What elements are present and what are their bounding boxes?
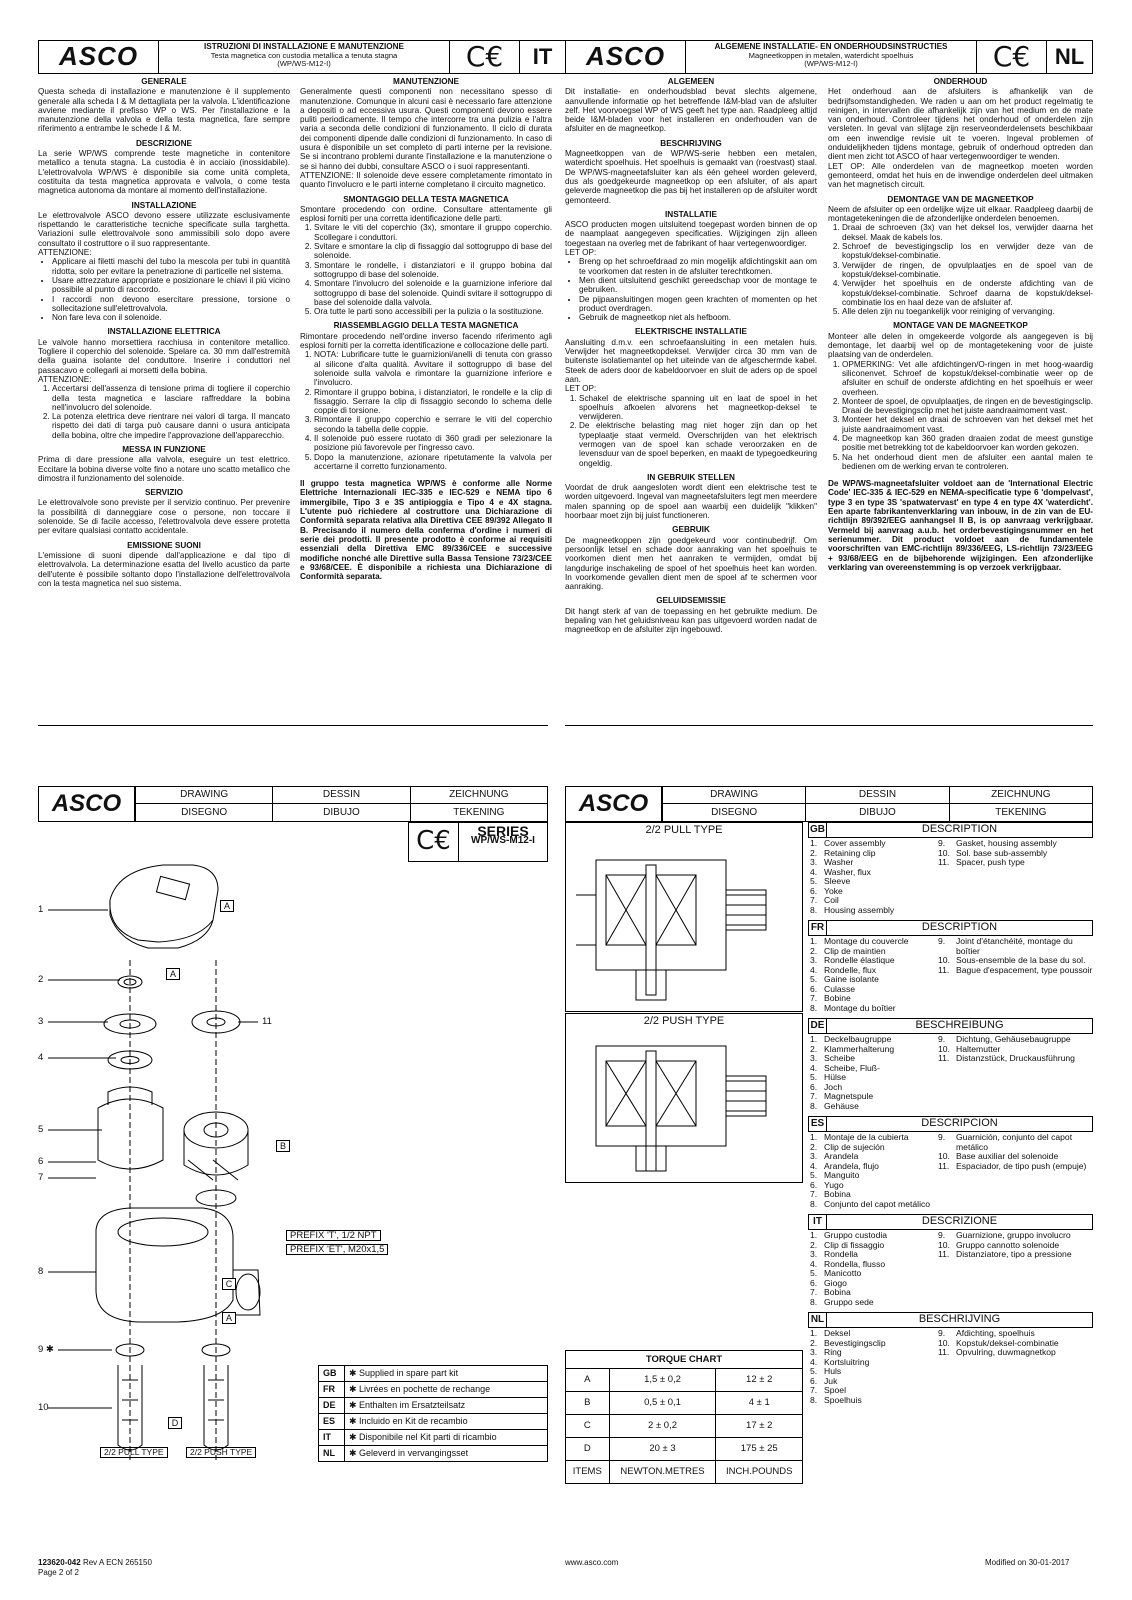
doc-number: 123620-042	[38, 1558, 81, 1567]
part-item: 11. Distanzstück, Druckausführung	[938, 1053, 1075, 1063]
list-item: • Non fare leva con il solenoide.	[52, 313, 290, 322]
section-heading: IN GEBRUIK STELLEN	[647, 472, 735, 482]
section-heading: BESCHRIJVING	[660, 138, 722, 148]
part-number: 6	[38, 1156, 44, 1167]
part-item: 6. Juk	[810, 1375, 838, 1386]
part-item: 4. Rondella, flusso	[810, 1258, 886, 1269]
torque-title: TORQUE CHART	[566, 1351, 803, 1369]
part-item: 8. Montage du boîtier	[810, 1002, 896, 1013]
page-number: Page 2 of 2	[38, 1568, 79, 1577]
list-item: 2. Schroef de bevestigingsclip los en verwijder deze van de kopstuk/deksel-combinatie.	[842, 242, 1093, 261]
part-number: 5	[38, 1124, 44, 1135]
part-item: 9. Afdichting, spoelhuis	[938, 1328, 1035, 1338]
desc-section-fr	[808, 920, 1093, 1013]
part-item: 5. Hülse	[810, 1072, 846, 1082]
spare-note: ✱ Enthalten im Ersatzteilsatz	[345, 1398, 548, 1414]
list-item: 2. Svitare e smontare la clip di fissaggio dal sottogruppo di base del solenoide.	[314, 242, 552, 261]
part-item: 7. Bobine	[810, 993, 851, 1003]
label: ATTENZIONE:	[38, 248, 92, 258]
desc-title: DESCRIZIONE	[921, 1215, 998, 1228]
ce-mark-icon: C€	[449, 41, 519, 73]
torque-ref: A	[222, 1312, 236, 1324]
section-heading: GELUIDSEMISSIE	[656, 596, 726, 606]
part-item: 1. Gruppo custodia	[810, 1230, 888, 1240]
it-subtitle: Testa magnetica con custodia metallica a tenuta stagna	[210, 50, 398, 60]
list-item: 3. Smontare le rondelle, i distanziatori e il gruppo bobina dal sottogruppo di base del solenoide.	[314, 261, 552, 280]
paragraph: ASCO producten mogen uitsluitend toegepast worden binnen de op de naamplaat aangegeven specificaties. Wijzigingen zijn alleen toegestaan na overleg met de fabrikant of haar vertegenwoordiger.	[565, 220, 817, 248]
torque-cell: INCH.POUNDS	[716, 1461, 803, 1484]
it-subtitle2: (WP/WS-M12-I)	[277, 59, 331, 69]
part-number: 8	[38, 1266, 44, 1277]
lang-code: ES	[319, 1414, 345, 1430]
pull-type-section-drawing	[566, 835, 802, 1005]
paragraph: Monteer alle delen in omgekeerde volgorde als aangegeven is bij demontage, let daarbij wel op de montagetekening voor de juiste plaatsing van de onderdelen.	[828, 331, 1093, 360]
lang-code: IT	[809, 1215, 827, 1229]
footer-url: www.asco.com	[565, 1558, 619, 1567]
torque-cell: 4 ± 1	[716, 1392, 803, 1415]
footer-doc	[38, 1558, 152, 1578]
part-item: 3. Rondella	[810, 1249, 858, 1259]
revision: Rev A ECN 265150	[82, 1558, 152, 1567]
part-item: 6. Yoke	[810, 885, 843, 896]
label: LET OP:	[565, 384, 597, 394]
list-item: • Applicare ai filetti maschi del tubo la mescola per tubi in quantità ridotta, solo per evitare la penetrazione di particelle nel sistema.	[52, 257, 290, 276]
it-title: ISTRUZIONI DI INSTALLAZIONE E MANUTENZIONE	[204, 42, 404, 51]
nl-subtitle: Magneetkoppen in metalen, waterdicht spoelhuis	[748, 50, 914, 60]
part-item: 5. Manicotto	[810, 1268, 862, 1278]
panel-title: 2/2 PULL TYPE	[645, 824, 723, 836]
paragraph: Aansluiting d.m.v. een schroefaansluiting in een metalen huis. Verwijder het magneetkopdeksel. Verwijder circa 30 mm van de buitenste isolatiemantel op het uiteinde van de afgeschermde kabel. Steek de aders door de kabeldoorvoer en sluit de aders op de spoel aan.	[565, 337, 817, 384]
desc-title: DESCRIPTION	[921, 823, 998, 836]
part-item: 10. Sol. base sub-assembly	[938, 847, 1048, 858]
part-item: 5. Huls	[810, 1366, 842, 1376]
part-item: 10. Kopstuk/deksel-combinatie	[938, 1337, 1059, 1348]
paragraph: Smontare procedendo con ordine. Consultare attentamente gli esplosi forniti per una corretta identificazione delle parti.	[300, 204, 552, 224]
list-item: 4. Il solenoide può essere ruotato di 360 gradi per selezionare la posizione più favorevole per l'ingresso cavo.	[314, 434, 552, 453]
header-nl	[565, 40, 1093, 74]
part-item: 10. Base auxiliar del solenoide	[938, 1151, 1059, 1161]
part-item: 6. Giogo	[810, 1277, 847, 1288]
part-item: 3. Arandela	[810, 1151, 859, 1161]
part-item: 3. Washer	[810, 857, 854, 867]
paragraph: Rimontare procedendo nell'ordine inverso facendo riferimento agli esplosi forniti per la corretta identificazione e collocazione delle parti.	[300, 331, 552, 351]
lang-code: GB	[319, 1366, 345, 1382]
list-item: 3. Verwijder de ringen, de opvulplaatjes en de spoel van de kopstuk/deksel-combinatie.	[842, 261, 1093, 280]
hdr-cell: DESSIN	[272, 787, 409, 804]
paragraph: Prima di dare pressione alla valvola, eseguire un test elettrico. Eccitare la bobina diverse volte fino a notare uno scatto metallico che dimostra il funzionamento del solenoide.	[38, 455, 290, 483]
section-heading: RIASSEMBLAGGIO DELLA TESTA MAGNETICA	[333, 321, 519, 331]
paragraph: Dit hangt sterk af van de toepassing en het gebruikte medium. De bepaling van het geluidsniveau kan pas uitgevoerd worden nadat de magneetkop en de afsluiter zijn ingebouwd.	[565, 606, 817, 635]
list-item: • Breng op het schroefdraad zo min mogelijk afdichtingskit aan om te voorkomen dat resten in de afsluiter terechtkomen.	[579, 257, 817, 276]
list-item: • Usare attrezzature appropriate e posizionare le chiavi il più vicino possibile al punto di raccordo.	[52, 276, 290, 295]
part-item: 7. Bobina	[810, 1287, 851, 1297]
lang-code: IT	[519, 41, 565, 73]
hdr-cell: DIBUJO	[272, 804, 409, 821]
part-item: 3. Ring	[810, 1347, 842, 1357]
pull-type-label: 2/2 PULL TYPE	[100, 1447, 168, 1458]
list-item: 2. La potenza elettrica deve rientrare nei valori di targa. Il mancato rispetto dei dati di targa può causare danni o usura anticipata della bobina, oltre che impedire l'approvazione dell'apparecchio.	[52, 412, 290, 440]
nl-column-2	[828, 72, 1093, 572]
series-box	[408, 822, 548, 862]
spare-note: ✱ Disponibile nel Kit parti di ricambio	[345, 1430, 548, 1446]
list-item: 1. NOTA: Lubrificare tutte le guarnizioni/anelli di tenuta con grasso al silicone d'alta qualità. Avvitare il sottogruppo di base del solenoide sulla valvola e rimontare la guarnizione inferiore e l'involucro.	[314, 350, 552, 387]
section-heading: SMONTAGGIO DELLA TESTA MAGNETICA	[343, 194, 509, 204]
part-item: 6. Yugo	[810, 1179, 844, 1190]
part-item: 5. Gaine isolante	[810, 974, 879, 984]
series-code: WP/WS-M12-I	[471, 835, 535, 847]
hdr-cell: TEKENING	[410, 804, 547, 821]
part-number: 9 ✱	[38, 1344, 54, 1355]
nl-subtitle2: (WP/WS-M12-I)	[804, 59, 858, 69]
torque-cell: 175 ± 25	[716, 1438, 803, 1461]
part-item: 1. Deckelbaugruppe	[810, 1034, 892, 1044]
hdr-cell: DRAWING	[135, 787, 272, 804]
torque-cell: 1,5 ± 0,2	[609, 1369, 716, 1392]
nl-title: ALGEMENE INSTALLATIE- EN ONDERHOUDSINSTRUCTIES	[714, 42, 948, 51]
paragraph: Le elettrovalvole sono previste per il servizio continuo. Per prevenire la possibilità di danneggiare cose o persone, non toccare il solenoide. Se di facile accesso, l'elettrovalvola deve essere protetta per evitare qualsiasi contatto accidentale.	[38, 498, 290, 536]
section-heading: INSTALLAZIONE ELETTRICA	[107, 327, 221, 337]
torque-cell: 17 ± 2	[716, 1415, 803, 1438]
drawing-header-left	[38, 786, 548, 822]
list-item: 5. Ora tutte le parti sono accessibili per la pulizia o la sostituzione.	[314, 307, 552, 316]
torque-cell: 0,5 ± 0,1	[609, 1392, 716, 1415]
torque-cell: NEWTON.METRES	[609, 1461, 716, 1484]
hdr-cell: DISEGNO	[662, 804, 805, 821]
label: ATTENZIONE:	[38, 374, 92, 384]
part-item: 9. Guarnizione, gruppo involucro	[938, 1230, 1071, 1240]
lang-code: NL	[809, 1313, 827, 1327]
part-item: 4. Rondelle, flux	[810, 964, 877, 975]
part-item: 2. Klammerhalterung	[810, 1043, 895, 1054]
list-item: 1. Schakel de elektrische spanning uit en laat de spoel in het spoelhuis afkoelen alvorens het magneetkop-deksel te verwijderen.	[579, 394, 817, 422]
paragraph: Het onderhoud aan de afsluiters is afhankelijk van de bedrijfsomstandigheden. We raden u aan om het product regelmatig te reinigen, in intervallen die afhankelijk zijn van het medium en de mate van onderhoud. Controleer tijdens het onderhoud of onderdelen zijn versleten. In geval van slijtage zijn reserveonderdelensets beschikbaar om een inwendige revisie uit te voeren. Ingeval problemen of onduidelijkheden tijdens montage, gebruik of onderhoud optreden dan dient men zicht tot ASCO of haar vertegenwoordiger te wenden.	[828, 87, 1093, 162]
part-item: 2. Clip di fissaggio	[810, 1239, 885, 1250]
torque-cell: D	[566, 1438, 610, 1461]
part-item: 4. Scheibe, Fluß-	[810, 1062, 880, 1073]
asco-logo: ASCO	[39, 787, 135, 821]
it-column-2	[300, 72, 552, 581]
list-item: 2. De elektrische belasting mag niet hoger zijn dan op het typeplaatje staat vermeld. Overschrijden van het elektrisch vermogen van de spoel kan schade veroorzaken en de levensduur van de spoel beperken, en maakt de typegoedkeuring ongeldig.	[579, 421, 817, 467]
list-item: • Gebruik de magneetkop niet als hefboom.	[579, 313, 817, 322]
lang-code: DE	[809, 1019, 827, 1033]
section-heading: ALGEMEEN	[667, 77, 715, 86]
section-heading: EMISSIONE SUONI	[127, 540, 201, 550]
list-item: 1. OPMERKING: Vet alle afdichtingen/O-ringen in met hoog-waardig siliconenvet. Schroef de kopstuk/deksel-combinatie weer op de afsluiter en schuif de onderste afdichting en het spoelhuis er weer overheen.	[842, 360, 1093, 397]
part-item: 4. Arandela, flujo	[810, 1160, 879, 1171]
paragraph: Le valvole hanno morsettiera racchiusa in contenitore metallico. Togliere il coperchio del solenoide. Spelare ca. 30 mm dall'estremità della guaina isolante del conduttore. Inserire i conduttori nel passacavo e collegarli ai morsetti della bobina.	[38, 337, 290, 375]
description-lists	[808, 822, 1093, 1410]
part-item: 1. Cover assembly	[810, 838, 886, 848]
part-item: 6. Culasse	[810, 983, 856, 994]
torque-ref: A	[166, 968, 180, 980]
section-heading: ELEKTRISCHE INSTALLATIE	[634, 327, 748, 337]
desc-title: BESCHRIJVING	[918, 1313, 1001, 1326]
part-item: 10. Haltemutter	[938, 1043, 1001, 1054]
part-item: 8. Housing assembly	[810, 904, 895, 915]
part-item: 9. Dichtung, Gehäusebaugruppe	[938, 1034, 1071, 1044]
part-item: 8. Gehäuse	[810, 1100, 859, 1111]
list-item: • Men dient uitsluitend geschikt gereedschap voor de montage te gebruiken.	[579, 276, 817, 295]
ce-mark-icon: C€	[976, 41, 1046, 73]
torque-cell: C	[566, 1415, 610, 1438]
paragraph: Voordat de druk aangesloten wordt dient een elektrische test te worden uitgevoerd. Ingeval van magneetafsluiters legt men meerdere malen spanning op de spoel aan waarbij een duidelijk "klikken" hoorbaar moet zijn bij juist functioneren.	[565, 483, 817, 521]
paragraph: Generalmente questi componenti non necessitano spesso di manutenzione. Comunque in alcuni casi è necessario fare attenzione a depositi o ad eccessiva usura. Questi componenti devono essere puliti periodicamente. Il tempo che intercorre tra una pulizia e l'altra varia a seconda delle condizioni di funzionamento. Il ciclo di durata dei componenti dipende dalle condizioni di funzionamento. In caso di usura è disponibile un set completo di parti interne per la revisione. Se si incontrano problemi durante l'installazione e la manutenzione o se si hanno dei dubbi, consultare ASCO o i suoi rappresentanti.	[300, 87, 552, 171]
part-item: 11. Espaciador, de tipo push (empuje)	[938, 1160, 1087, 1171]
part-number: 11	[262, 1016, 272, 1027]
ce-mark-icon: C€	[409, 823, 459, 861]
part-number: 1	[38, 904, 44, 915]
part-item: 1. Deksel	[810, 1328, 851, 1338]
list-item: 5. Na het onderhoud dient men de afsluiter een aantal malen te bedienen om de werking ervan te controleren.	[842, 453, 1093, 472]
list-item: 2. Monteer de spoel, de opvulplaatjes, de ringen en de bevestigingsclip. Draai de bevestigingsclip met het juiste aandraaimoment vast.	[842, 397, 1093, 416]
paragraph: La serie WP/WS comprende teste magnetiche in contenitore metallico a tenuta stagna. La custodia è in acciaio (inossidabile). L'elettrovalvola WP/WS è disponibile sia come unità completa, costituita da testa magnetica approvata e valvola, o come testa magnetica autonoma da montare al momento dell'installazione.	[38, 149, 290, 196]
section-heading: DESCRIZIONE	[136, 138, 192, 148]
compliance-statement: Il gruppo testa magnetica WP/WS è conforme alle Norme Elettriche Internazionali IEC-335 e IEC-529 e NEMA tipo 6 immergibile, Tipo 3 e 3S antipioggia e Tipo 4 e 4X stagna. L'utente può richiedere al costruttore una Dichiarazione di Conformità separata relativa alla Direttiva CEE 89/392 Allegato II B. Precisando il numero della conferma d'ordine i numeri di serie dei prodotti. Il presente prodotto è conforme ai requisiti essenziali della Direttiva EMC 89/336/CEE e successive modifiche nonché alle Direttive sulla Bassa Tensione 73/23/CEE e 93/68/CEE. È disponibile a richiesta una Dichiarazione di Conformità separata.	[300, 479, 552, 582]
part-item: 8. Spoelhuis	[810, 1394, 862, 1405]
panel-title: 2/2 PUSH TYPE	[643, 1015, 725, 1027]
part-item: 2. Clip de maintien	[810, 945, 886, 956]
torque-ref: C	[222, 1278, 236, 1290]
section-heading: MANUTENZIONE	[393, 77, 459, 86]
part-item: 11. Bague d'espacement, type poussoir	[938, 964, 1093, 975]
torque-chart	[565, 1350, 803, 1484]
part-number: 7	[38, 1172, 44, 1183]
part-item: 10. Sous-ensemble de la base du sol.	[938, 955, 1086, 965]
desc-section-it	[808, 1214, 1093, 1307]
part-number: 2	[38, 974, 44, 985]
paragraph: Le elettrovalvole ASCO devono essere utilizzate esclusivamente rispettando le caratteristiche tecniche specificate sulla targhetta. Variazioni sulle elettrovalvole sono ammissibili solo dopo avere consultato il costruttore o il suo rappresentante.	[38, 210, 290, 248]
torque-cell: 2 ± 0,2	[609, 1415, 716, 1438]
part-number: 10	[38, 1402, 49, 1413]
part-item: 3. Scheibe	[810, 1053, 856, 1063]
desc-title: DESCRIPTION	[921, 921, 998, 934]
series-label: SERIES	[477, 823, 529, 839]
hdr-cell: DESSIN	[805, 787, 948, 804]
asco-logo: ASCO	[39, 41, 159, 73]
push-type-label: 2/2 PUSH TYPE	[186, 1447, 256, 1458]
section-heading: INSTALLATIE	[665, 209, 717, 219]
list-item: 4. Verwijder het spoelhuis en de onderste afdichting van de kopstuk/deksel-combinatie. Schroef daarna de kopstuk/deksel-combinatie los en haal deze van de afsluiter af.	[842, 279, 1093, 307]
part-item: 8. Conjunto del capot metálico	[810, 1198, 931, 1209]
list-item: 1. Accertarsi dell'assenza di tensione prima di togliere il coperchio della testa magnetica e lasciare raffreddare la bobina nell'involucro del solenoide.	[52, 384, 290, 412]
part-item: 5. Sleeve	[810, 876, 851, 886]
list-item: • I raccordi non devono esercitare pressione, torsione o sollecitazione sull'elettrovalvola.	[52, 295, 290, 314]
paragraph: Questa scheda di installazione e manutenzione è il supplemento generale alla scheda I & M dettagliata per la valvola. L'identificazione avviene mediante il prefisso WP o WS. Per l'installazione e la manutenzione della valvola e della testa magnetica, fare sempre riferimento a entrambe le schede I & M.	[38, 87, 290, 134]
prefix-npt: PREFIX 'T', 1/2 NPT	[286, 1230, 381, 1241]
compliance-statement: De WP/WS-magneetafsluiter voldoet aan de 'International Electric Code' IEC-335 & IEC-529 en NEMA-specificatie type 6 'dompelvast', type 3 en type 3S 'spatwatervast' en type 4 en type 4X 'waterdicht'. Een aparte fabrikantenverklaring van inbouw, in de zin van de EU-richtlijn 89/392/EEG aanhangsel II B, is op aanvraag verkrijgbaar. Vermeld bij aanvraag a.u.b. het orderbevestigingsnummer en het serienummer. Dit product voldoet aan de fundamentele voorschriften van EMC-richtlijn 89/336/EEG, LS-richtlijn 73/23/EEG + 93/68/EEG en de bijbehorende wijzigingen. Een afzonderlijke verklaring van overeenstemming is op verzoek verkrijgbaar.	[828, 479, 1093, 572]
hdr-cell: DIBUJO	[805, 804, 948, 821]
paragraph: Magneetkoppen van de WP/WS-serie hebben een metalen, waterdicht spoelhuis. Het spoelhuis is gemaakt van (roestvast) staal. De WP/WS-magneetafsluiter kan als één geheel worden geleverd, dus als goedgekeurde magneetkop op een afsluiter, of als apart geleverde magneetkop die pas bij het installeren op de afsluiter wordt gemonteerd.	[565, 149, 817, 205]
spare-note: ✱ Geleverd in vervangingsset	[345, 1446, 548, 1462]
part-item: 11. Distanziatore, tipo a pressione	[938, 1249, 1072, 1259]
part-item: 8. Gruppo sede	[810, 1296, 874, 1307]
part-item: 9. Guarnición, conjunto del capot metálico	[938, 1132, 1073, 1152]
list-item: 4. Smontare l'involucro del solenoide e la guarnizione inferiore dal sottogruppo di base del solenoide. Quindi svitare il sottogruppo di base del solenoide dalla valvola.	[314, 279, 552, 307]
list-item: 1. Draai de schroeven (3x) van het deksel los, verwijder daarna het deksel. Maak de kabels los.	[842, 223, 1093, 242]
section-heading: MONTAGE VAN DE MAGNEETKOP	[893, 321, 1028, 331]
list-item: 2. Rimontare il gruppo bobina, i distanziatori, le rondelle e la clip di fissaggio. Serrare la clip di fissaggio secondo lo schema delle coppie di torsione.	[314, 388, 552, 416]
list-item: • De pijpaansluitingen mogen geen krachten of momenten op het product overdragen.	[579, 295, 817, 314]
torque-ref: D	[168, 1417, 182, 1429]
part-item: 2. Bevestigingsclip	[810, 1337, 886, 1348]
lang-code: NL	[1046, 41, 1092, 73]
desc-header	[808, 1312, 1093, 1328]
part-item: 1. Montaje de la cubierta	[810, 1132, 909, 1142]
torque-cell: 12 ± 2	[716, 1369, 803, 1392]
part-item: 7. Coil	[810, 895, 839, 905]
part-number: 4	[38, 1052, 44, 1063]
part-item: 7. Bobina	[810, 1189, 851, 1199]
desc-title: DESCRIPCION	[921, 1117, 998, 1130]
part-item: 7. Spoel	[810, 1385, 846, 1395]
part-item: 9. Joint d'étanchéité, montage du boîtier	[938, 936, 1073, 956]
list-item: 5. Alle delen zijn nu toegankelijk voor reiniging of vervanging.	[842, 307, 1093, 316]
section-heading: DEMONTAGE VAN DE MAGNEETKOP	[887, 194, 1034, 204]
paragraph: L'emissione di suoni dipende dall'applicazione e dal tipo di elettrovalvola. La determinazione esatta del livello acustico da parte dell'utente è possibile soltanto dopo l'installazione dell'elettrovalvola con la testa magnetica nel suo sistema.	[38, 550, 290, 588]
part-item: 5. Manguito	[810, 1170, 860, 1180]
spare-note: ✱ Supplied in spare part kit	[345, 1366, 548, 1382]
desc-header	[808, 1116, 1093, 1132]
pull-type-panel	[565, 822, 803, 1012]
part-item: 1. Montage du couvercle	[810, 936, 909, 946]
header-it	[38, 40, 566, 74]
push-type-section-drawing	[566, 1026, 802, 1176]
desc-section-nl	[808, 1312, 1093, 1405]
torque-cell: 20 ± 3	[609, 1438, 716, 1461]
part-item: 11. Opvulring, duwmagnetkop	[938, 1347, 1056, 1357]
asco-logo: ASCO	[566, 41, 686, 73]
lang-code: GB	[810, 824, 825, 836]
part-item: 2. Clip de sujeción	[810, 1141, 885, 1152]
part-item: 4. Washer, flux	[810, 866, 871, 877]
nl-column-1	[565, 72, 817, 635]
drawing-header-right	[565, 786, 1093, 822]
part-item: 11. Spacer, push type	[938, 857, 1025, 867]
lang-code: FR	[809, 921, 827, 935]
part-item: 4. Kortsluitring	[810, 1356, 870, 1367]
list-item: 4. De magneetkop kan 360 graden draaien zodat de meest gunstige positie met betrekking tot de kabeldoorvoer kan worden gekozen.	[842, 434, 1093, 453]
footer-modified: Modified on 30-01-2017	[985, 1558, 1070, 1567]
part-item: 3. Rondelle élastique	[810, 955, 895, 965]
divider	[565, 725, 1093, 726]
hdr-cell: ZEICHNUNG	[410, 787, 547, 804]
list-item: 3. Rimontare il gruppo coperchio e serrare le viti del coperchio secondo la tabella delle coppie.	[314, 415, 552, 434]
section-heading: GEBRUIK	[672, 525, 710, 535]
lang-code: IT	[319, 1430, 345, 1446]
spare-part-table	[318, 1365, 548, 1462]
section-heading: MESSA IN FUNZIONE	[122, 444, 206, 454]
hdr-cell: ZEICHNUNG	[949, 787, 1092, 804]
paragraph: De magneetkoppen zijn goedgekeurd voor continubedrijf. Om persoonlijk letsel en schade door aanraking van het spoelhuis te voorkomen dient men het aanraken te vermijden, omdat bij langdurige inschakeling de spoel of het spoelhuis heet kan worden. In voorkomende gevallen dient men de spoel af te schermen voor aanraking.	[565, 535, 817, 592]
lang-code: DE	[319, 1398, 345, 1414]
part-item: 9. Gasket, housing assembly	[938, 838, 1057, 848]
torque-cell: B	[566, 1392, 610, 1415]
section-heading: GENERALE	[141, 77, 187, 86]
desc-header	[808, 920, 1093, 936]
label: LET OP:	[565, 248, 597, 258]
paragraph: Dit installatie- en onderhoudsblad bevat slechts algemene, aanvullende informatie op het betreffende I&M-blad van de afsluiter zelf. Het voorvoegsel WP of WS geeft het type aan. Raadpleeg altijd beide I&M-bladen voor het installeren en onderhouden van de afsluiter en de magneetkop.	[565, 87, 817, 134]
part-item: 10. Gruppo cannotto solenoide	[938, 1239, 1060, 1250]
spare-note: ✱ Livrées en pochette de rechange	[345, 1382, 548, 1398]
torque-cell: A	[566, 1369, 610, 1392]
desc-section-es	[808, 1116, 1093, 1209]
lang-code: ES	[809, 1117, 827, 1131]
hdr-cell: DRAWING	[662, 787, 805, 804]
lang-code: FR	[319, 1382, 345, 1398]
divider	[38, 725, 548, 726]
section-heading: ONDERHOUD	[933, 77, 988, 86]
hdr-cell: DISEGNO	[135, 804, 272, 821]
desc-header	[808, 822, 1093, 838]
push-type-panel	[565, 1013, 803, 1183]
desc-section-gb	[808, 822, 1093, 915]
section-heading: SERVIZIO	[144, 488, 184, 498]
desc-header	[808, 1214, 1093, 1230]
desc-title: BESCHREIBUNG	[915, 1019, 1004, 1032]
part-item: 6. Joch	[810, 1081, 843, 1092]
hdr-cell: TEKENING	[949, 804, 1092, 821]
torque-ref: A	[220, 900, 234, 912]
section-heading: INSTALLAZIONE	[131, 200, 197, 210]
lang-code: NL	[319, 1446, 345, 1462]
desc-header	[808, 1018, 1093, 1034]
prefix-m20: PREFIX 'ET', M20x1,5	[286, 1244, 388, 1255]
desc-section-de	[808, 1018, 1093, 1111]
torque-ref: B	[276, 1140, 290, 1152]
list-item: 3. Monteer het deksel en draai de schroeven van het deksel met het juiste aandraaimoment vast.	[842, 415, 1093, 434]
spare-note: ✱ Incluido en Kit de recambio	[345, 1414, 548, 1430]
paragraph: Neem de afsluiter op een ordelijke wijze uit elkaar. Raadpleeg daarbij de montagetekeningen die de afzonderlijke onderdelen benoemen.	[828, 204, 1093, 224]
part-item: 2. Retaining clip	[810, 847, 876, 858]
list-item: 1. Svitare le viti del coperchio (3x), smontare il gruppo coperchio. Scollegare i conduttori.	[314, 223, 552, 242]
list-item: 5. Dopo la manutenzione, azionare ripetutamente la valvola per accertarne il corretto funzionamento.	[314, 453, 552, 472]
part-number: 3	[38, 1016, 44, 1027]
part-item: 7. Magnetspule	[810, 1091, 874, 1101]
paragraph: LET OP: Alle onderdelen van de magneetkop moeten worden gemonteerd, omdat het huis en de inwendige onderdelen deel uitmaken van het magnetisch circuit.	[828, 161, 1093, 190]
it-column-1	[38, 72, 290, 588]
paragraph: ATTENZIONE: Il solenoide deve essere completamente rimontato in quanto l'involucro e le parti interne completano il circuito magnetico.	[300, 170, 552, 190]
asco-logo: ASCO	[566, 787, 662, 821]
torque-cell: ITEMS	[566, 1461, 610, 1484]
